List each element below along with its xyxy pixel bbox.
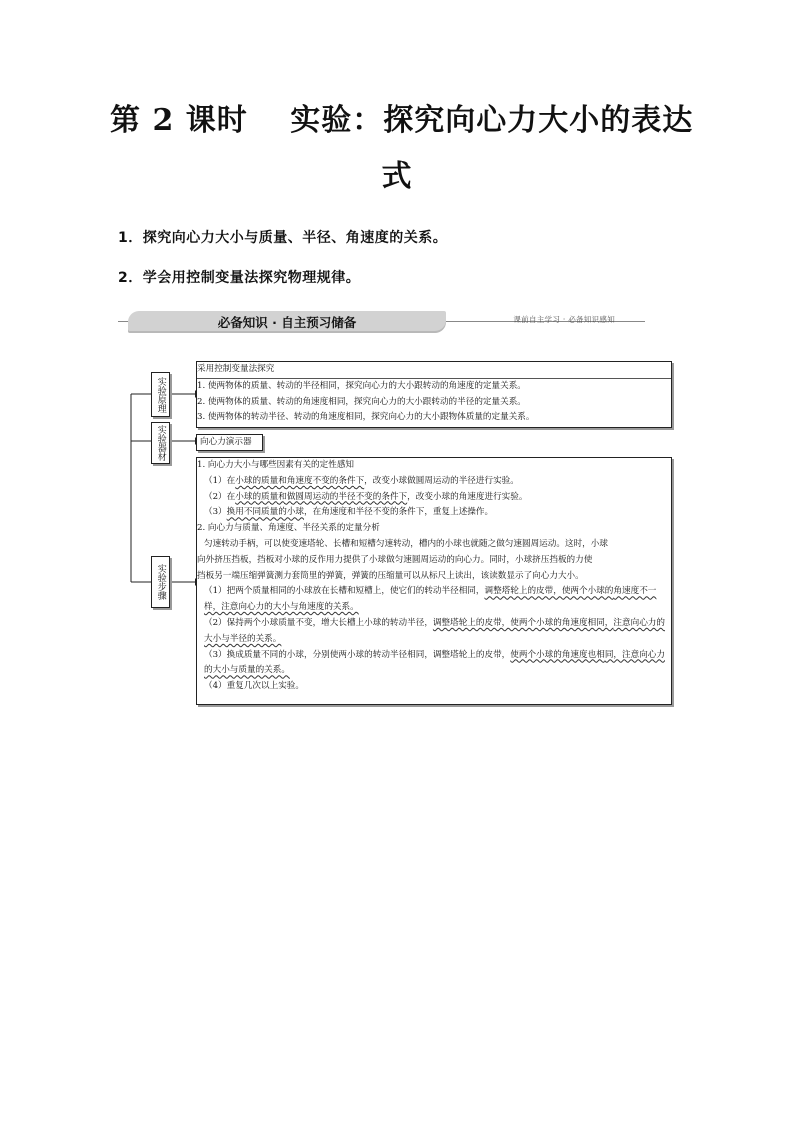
title-line-1: 第 2 课时 实验：探究向心力大小的表达 [110, 103, 694, 138]
principle-box [196, 361, 672, 428]
steps-item-2-4: （4）重复几次以上实验。 [204, 681, 304, 692]
steps-item-1-3-a: （3） [204, 507, 227, 518]
steps-item-2-1-c: 角速度不一样，注意向心力的大小与角速度的关系。 [204, 586, 657, 613]
label-equipment [151, 422, 170, 464]
steps-item-1-2-a: （2）在 [204, 491, 236, 502]
principle-item-3: 3. 使两物体的转动半径、转动的角速度相同，探究向心力的大小跟物体质量的定量关系。 [197, 412, 535, 423]
steps-item-2-1 [197, 584, 671, 616]
steps-para-line-1: 匀速转动手柄，可以使变速塔轮、长槽和短槽匀速转动，槽内的小球也就随之做匀速圆周运动。这时，小球 [204, 538, 608, 549]
learning-goal-2: 2．学会用控制变量法探究物理规律。 [118, 270, 361, 286]
banner-label: 必备知识 · 自主预习储备 [217, 315, 357, 330]
steps-section-2-title: 2. 向心力与质量、角速度、半径关系的定量分析 [197, 523, 380, 534]
equipment-text: 向心力演示器 [200, 437, 252, 447]
principle-item-1: 1. 使两物体的质量、转动的半径相同，探究向心力的大小跟转动的角速度的定量关系。 [197, 380, 526, 391]
steps-item-1-3 [197, 505, 671, 521]
steps-item-1-1 [197, 474, 671, 490]
steps-item-2-2-c: 注意向心力的大小与半径的关系。 [204, 617, 665, 644]
label-principle-text: 实验原理 [155, 376, 166, 413]
equipment-box [196, 434, 263, 451]
steps-item-2-3-a: （3）换成质量不同的小球，分别使两小球的转动半径相同，调整塔轮上的皮带， [204, 649, 511, 660]
principle-head: 采用控制变量法探究 [197, 362, 671, 379]
label-steps [151, 556, 170, 608]
label-steps-text: 实验步骤 [155, 564, 166, 600]
label-principle [151, 372, 170, 417]
steps-item-2-3-b: 使两个小球的角速度也相 [510, 649, 605, 660]
principle-item-2: 2. 使两物体的质量、转动的角速度相同，探究向心力的大小跟转动的半径的定量关系。 [197, 396, 526, 407]
steps-item-2-2-a: （2）保持两个小球质量不变，增大长槽上小球的转动半径， [204, 617, 433, 628]
steps-item-1-1-b: 小球的质量和角速度不变的条件下 [235, 475, 365, 486]
steps-box [196, 457, 672, 705]
steps-item-1-3-c: ，在角速度和半径不变的条件下，重复上述操作。 [304, 507, 494, 518]
steps-para-line-3: 挡板另一端压缩弹簧测力套筒里的弹簧，弹簧的压缩量可以从标尺上读出，该读数显示了向心力大小。 [197, 570, 584, 581]
banner-subtitle: 课前自主学习 · 必备知识感知 [513, 315, 615, 324]
steps-item-2-2-b: 调整塔轮上的皮带，使两个小球的角速度相同， [432, 617, 614, 628]
learning-goal-1: 1．探究向心力大小与质量、半径、角速度的关系。 [118, 230, 448, 246]
steps-item-2-3 [197, 648, 671, 680]
steps-item-2-3-c: 同，注意向心力的大小与质量的关系。 [204, 649, 665, 676]
steps-item-1-2-b: 小球的质量和做圆周运动的半径不变的条件下 [235, 491, 408, 502]
steps-item-2-1-a: （1）把两个质量相同的小球放在长槽和短槽上，使它们的转动半径相同， [204, 586, 485, 597]
steps-item-1-2-c: ，改变小球的角速度进行实验。 [407, 491, 528, 502]
steps-item-2-2 [197, 616, 671, 648]
steps-section-1-title: 1. 向心力大小与哪些因素有关的定性感知 [197, 460, 355, 470]
steps-item-2-1-b: 调整塔轮上的皮带，使两个小球的 [484, 586, 614, 597]
steps-item-1-2 [197, 490, 671, 506]
steps-para-line-2: 向外挤压挡板，挡板对小球的反作用力提供了小球做匀速圆周运动的向心力。同时，小球挤压挡板的力使 [197, 554, 593, 565]
steps-item-1-3-b: 换用不同质量的小球 [226, 507, 305, 518]
steps-item-1-1-c: ，改变小球做圆周运动的半径进行实验。 [364, 475, 519, 486]
steps-item-1-1-a: （1）在 [204, 475, 236, 486]
label-equipment-text: 实验器材 [155, 425, 166, 461]
title-line-2: 式 [381, 159, 413, 194]
